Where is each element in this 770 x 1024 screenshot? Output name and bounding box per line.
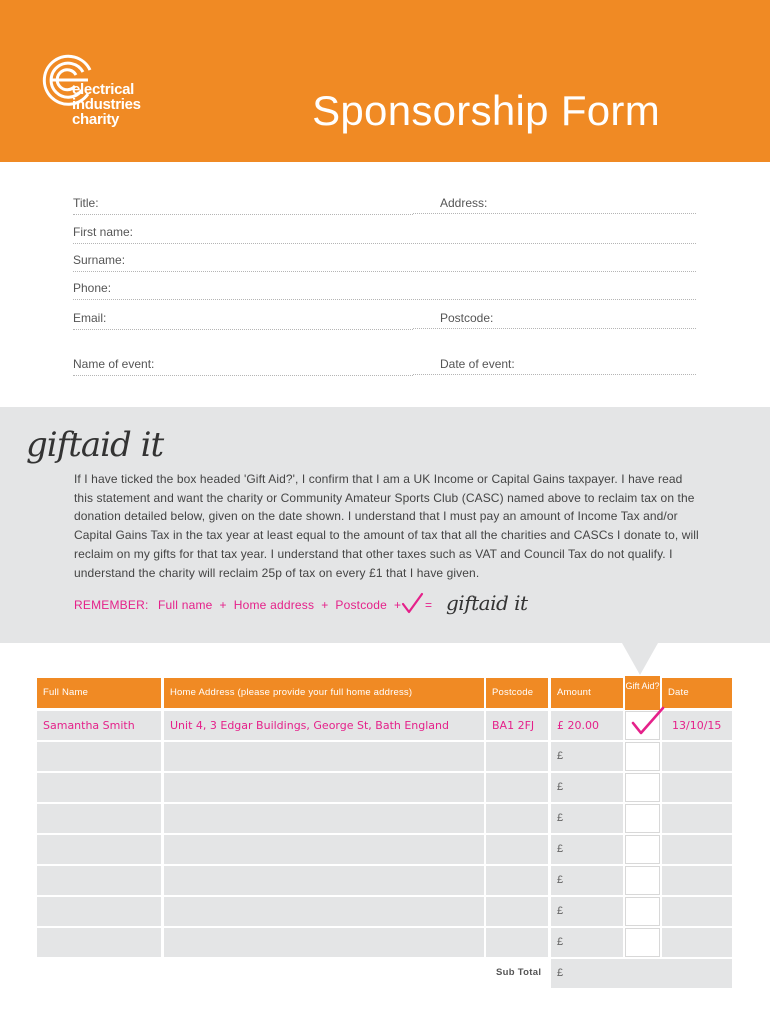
postcode-value: BA1 2FJ: [492, 719, 535, 732]
col-header-date: Date: [662, 678, 732, 708]
remember-item-full-name: Full name: [158, 598, 213, 612]
amount-value: £: [557, 874, 564, 886]
amount-value: £: [557, 905, 564, 917]
col-header-full-name: Full Name: [37, 678, 161, 708]
amount-value: £: [557, 750, 564, 762]
event-date-label: Date of event:: [440, 357, 515, 371]
postcode-cell[interactable]: [486, 711, 548, 740]
amount-cell[interactable]: [551, 928, 623, 957]
full-name-cell[interactable]: [37, 897, 161, 926]
event-name-label: Name of event:: [73, 357, 155, 371]
amount-value: £: [557, 843, 564, 855]
date-value: 13/10/15: [672, 719, 722, 732]
date-cell[interactable]: [662, 804, 732, 833]
first-name-field[interactable]: [73, 225, 696, 244]
col-header-postcode: Postcode: [486, 678, 548, 708]
email-field[interactable]: [73, 311, 413, 330]
subtotal-value: £: [557, 967, 564, 979]
remember-item-postcode: Postcode: [335, 598, 388, 612]
postcode-cell[interactable]: [486, 742, 548, 771]
amount-cell[interactable]: [551, 835, 623, 864]
surname-label: Surname:: [73, 253, 126, 267]
full-name-cell[interactable]: [37, 773, 161, 802]
amount-value: £ 20.00: [557, 719, 599, 732]
email-label: Email:: [73, 311, 107, 325]
col-header-home-address: Home Address (please provide your full home address): [164, 678, 484, 708]
postcode-cell[interactable]: [486, 773, 548, 802]
full-name-cell[interactable]: [37, 866, 161, 895]
amount-cell[interactable]: [551, 866, 623, 895]
amount-cell[interactable]: [551, 711, 623, 740]
postcode-cell[interactable]: [486, 897, 548, 926]
title-field[interactable]: [73, 196, 413, 215]
home-address-cell[interactable]: [164, 804, 484, 833]
gift-aid-cell[interactable]: [625, 773, 660, 802]
event-date-field[interactable]: [413, 357, 696, 375]
postcode-cell[interactable]: [486, 928, 548, 957]
title-label: Title:: [73, 196, 99, 210]
home-address-cell[interactable]: [164, 897, 484, 926]
amount-cell[interactable]: [551, 742, 623, 771]
remember-line: [74, 598, 408, 612]
col-header-gift-aid: Gift Aid?: [625, 676, 660, 710]
home-address-cell[interactable]: [164, 866, 484, 895]
col-header-amount: Amount: [551, 678, 623, 708]
full-name-cell[interactable]: [37, 742, 161, 771]
logo-line-2: industries: [72, 96, 141, 113]
postcode-field[interactable]: [413, 311, 696, 329]
gift-aid-pointer: [622, 643, 658, 675]
date-cell[interactable]: [662, 711, 732, 740]
subtotal-cell[interactable]: [551, 959, 732, 988]
plus-sign: +: [394, 598, 402, 612]
date-cell[interactable]: [662, 773, 732, 802]
date-cell[interactable]: [662, 897, 732, 926]
full-name-cell[interactable]: [37, 928, 161, 957]
equals-sign: =: [425, 598, 433, 612]
date-cell[interactable]: [662, 835, 732, 864]
full-name-value: Samantha Smith: [43, 719, 135, 732]
surname-field[interactable]: [73, 253, 696, 272]
remember-item-home-address: Home address: [233, 598, 315, 612]
address-field[interactable]: [413, 196, 696, 214]
home-address-value: Unit 4, 3 Edgar Buildings, George St, Bath England: [170, 719, 450, 732]
gift-aid-tick-icon: [630, 706, 666, 736]
logo-wordmark: [72, 82, 141, 127]
home-address-cell[interactable]: [164, 742, 484, 771]
amount-cell[interactable]: [551, 804, 623, 833]
amount-value: £: [557, 936, 564, 948]
logo-line-1: electrical: [72, 81, 135, 98]
phone-label: Phone:: [73, 281, 112, 295]
plus-sign: +: [321, 598, 329, 612]
page-title: Sponsorship Form: [312, 87, 660, 134]
giftaid-logo-small: giftaid it: [446, 591, 528, 615]
date-cell[interactable]: [662, 866, 732, 895]
gift-aid-cell[interactable]: [625, 866, 660, 895]
gift-aid-cell[interactable]: [625, 928, 660, 957]
amount-value: £: [557, 781, 564, 793]
plus-sign: +: [219, 598, 227, 612]
postcode-cell[interactable]: [486, 835, 548, 864]
date-cell[interactable]: [662, 742, 732, 771]
page-header: [0, 0, 770, 162]
gift-aid-cell[interactable]: [625, 897, 660, 926]
postcode-cell[interactable]: [486, 866, 548, 895]
home-address-cell[interactable]: [164, 711, 484, 740]
gift-aid-statement: If I have ticked the box headed 'Gift Aid?', I confirm that I am a UK Income or Capital Gains taxpayer. I have read this statement and want the charity or Community Amateur Sports Club (CASC) named above to reclaim tax on the donation detailed below, given on the date shown. I understand that I must pay an amount of Income Tax and/or Capital Gains Tax in the tax year at least equal to the amount of tax that all the charities and CASCs I donate to, will reclaim on my gifts for that tax year. I understand that other taxes such as VAT and Council Tax do not qualify. I understand the charity will reclaim 25p of tax on every £1 that I have given.: [74, 472, 699, 580]
address-label: Address:: [440, 196, 488, 210]
date-cell[interactable]: [662, 928, 732, 957]
postcode-cell[interactable]: [486, 804, 548, 833]
event-name-field[interactable]: [73, 357, 413, 376]
amount-cell[interactable]: [551, 773, 623, 802]
logo-line-3: charity: [72, 111, 120, 128]
home-address-cell[interactable]: [164, 835, 484, 864]
charity-logo: [38, 50, 168, 140]
postcode-label: Postcode:: [440, 311, 494, 325]
subtotal-label: Sub Total: [496, 967, 542, 978]
phone-field[interactable]: [73, 281, 696, 300]
first-name-label: First name:: [73, 225, 134, 239]
amount-value: £: [557, 812, 564, 824]
remember-label: REMEMBER:: [74, 598, 149, 612]
full-name-cell[interactable]: [37, 711, 161, 740]
home-address-cell[interactable]: [164, 928, 484, 957]
gift-aid-cell[interactable]: [625, 804, 660, 833]
tick-icon: [400, 592, 424, 616]
full-name-cell[interactable]: [37, 804, 161, 833]
full-name-cell[interactable]: [37, 835, 161, 864]
giftaid-logo: giftaid it: [26, 425, 164, 465]
amount-cell[interactable]: [551, 897, 623, 926]
gift-aid-cell[interactable]: [625, 711, 660, 740]
gift-aid-cell[interactable]: [625, 742, 660, 771]
gift-aid-cell[interactable]: [625, 835, 660, 864]
home-address-cell[interactable]: [164, 773, 484, 802]
